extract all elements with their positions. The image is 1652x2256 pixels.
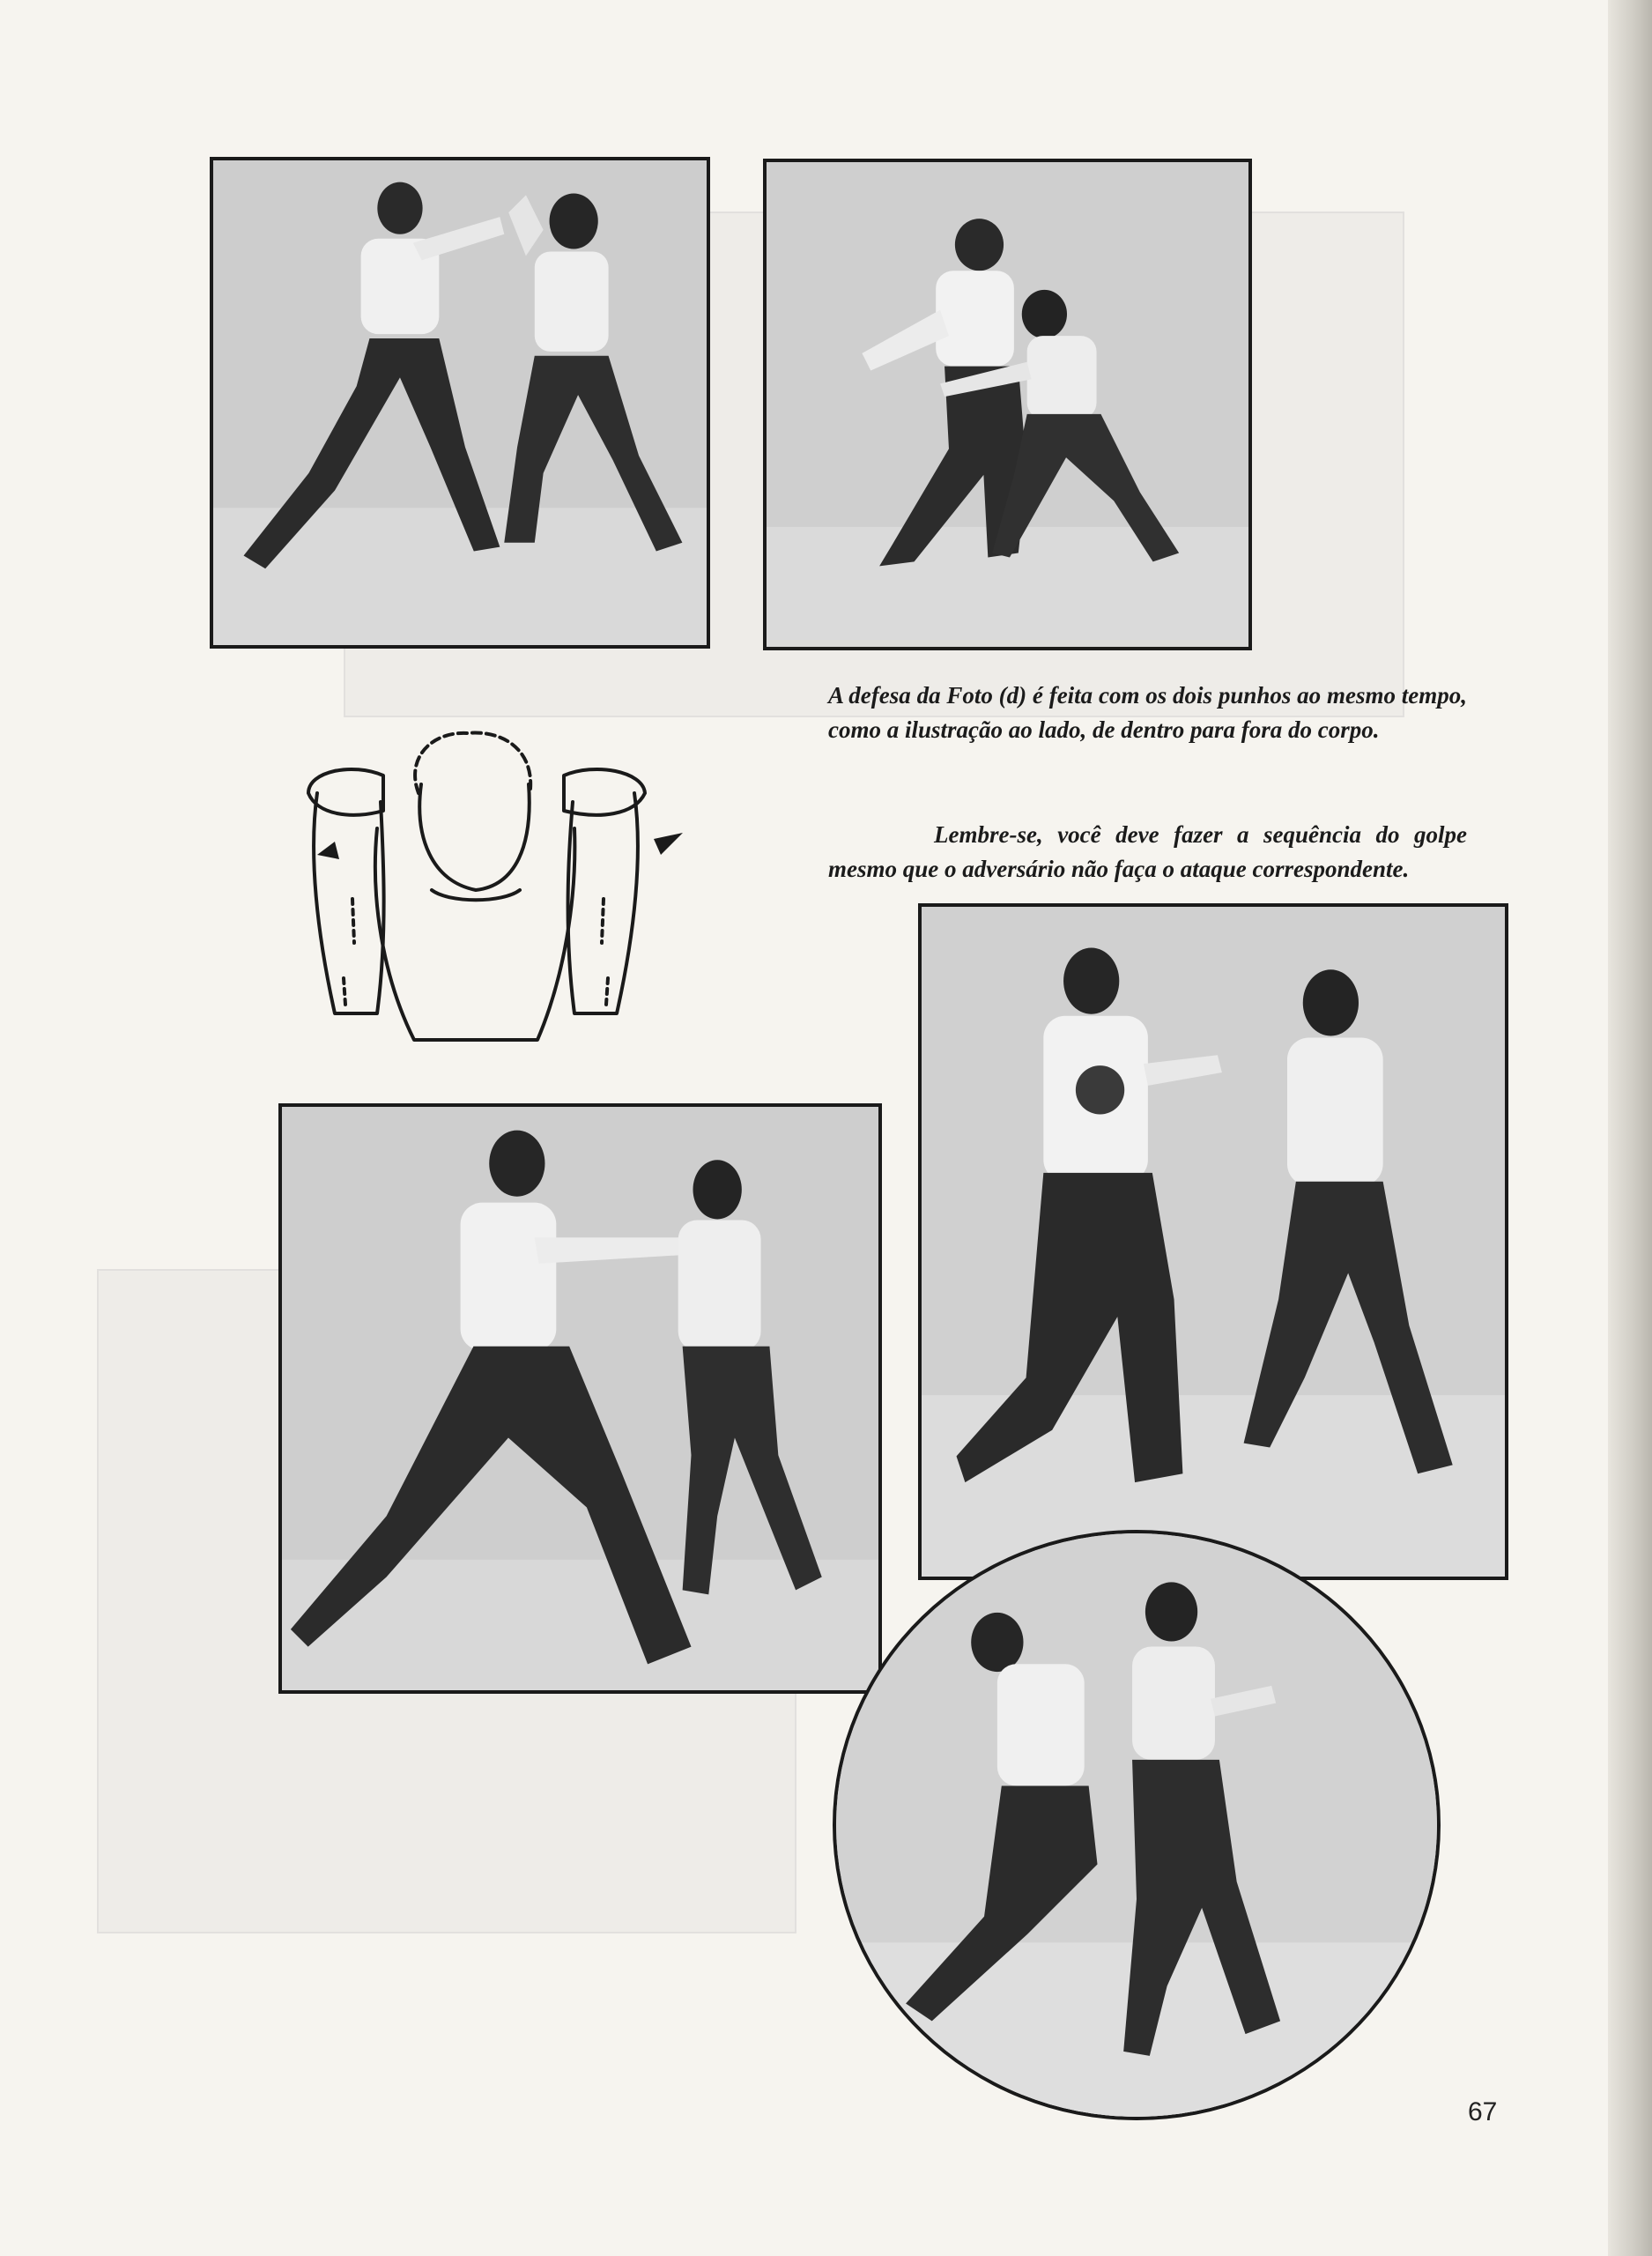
illustration-double-fist-defense <box>300 723 705 1093</box>
photo-middle-right <box>918 903 1508 1580</box>
photo-top-right <box>763 159 1252 650</box>
caption-defense-photo-d: A defesa da Foto (d) é feita com os dois punhos ao mesmo tempo, como a ilustração ao lado, de dentro para fora do corpo. <box>828 682 1467 743</box>
photo-circular <box>833 1530 1441 2120</box>
page-number: 67 <box>1468 2097 1498 2126</box>
photo-middle-left <box>278 1103 882 1694</box>
photo-top-left <box>210 157 710 649</box>
page-edge <box>1608 0 1652 2256</box>
caption-reminder: Lembre-se, você deve fazer a sequência do golpe mesmo que o adversário não faça o ataque correspondente. <box>828 821 1467 882</box>
